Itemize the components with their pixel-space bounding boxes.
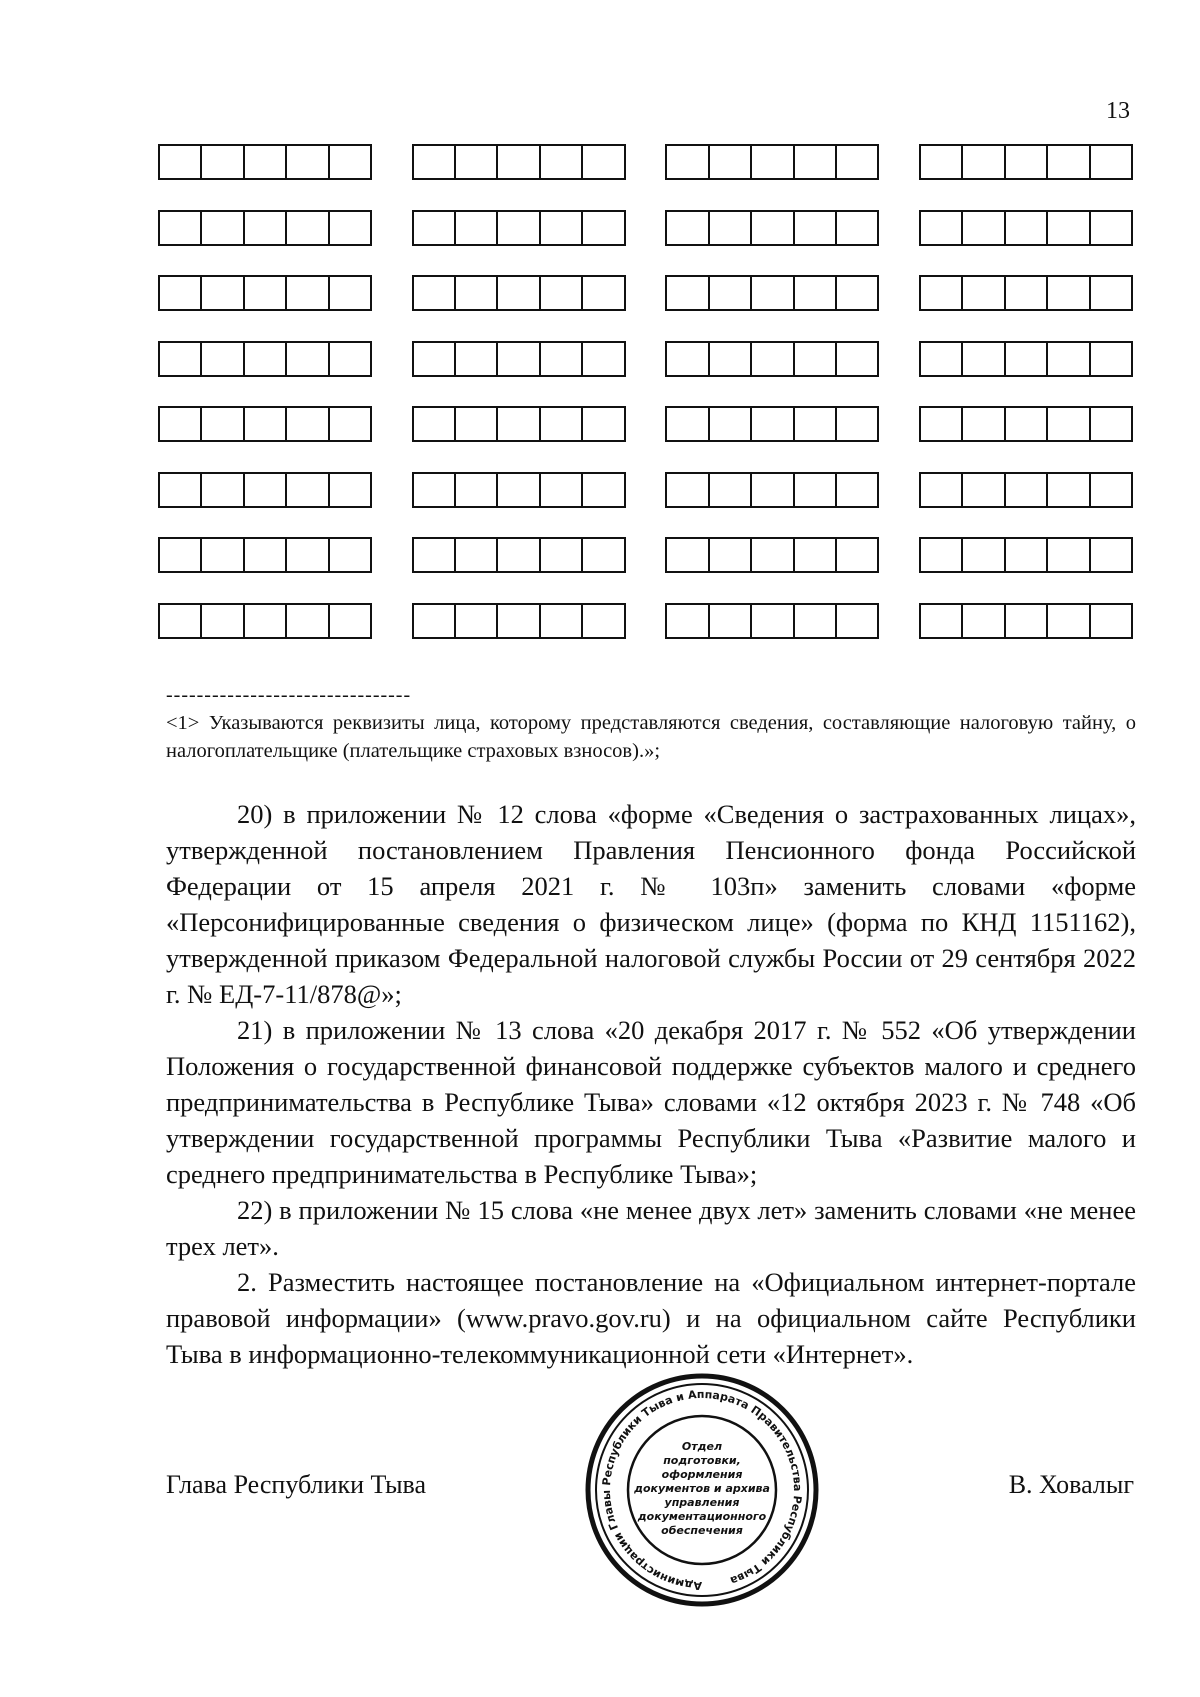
cell-group: [412, 144, 626, 180]
entry-cell: [921, 212, 963, 244]
stamp-line-1: Отдел: [681, 1440, 723, 1453]
entry-cell: [202, 212, 244, 244]
entry-cell: [1006, 474, 1048, 506]
entry-cell: [752, 343, 794, 375]
entry-cell: [456, 408, 498, 440]
cell-group: [665, 406, 879, 442]
entry-cell: [330, 277, 370, 309]
entry-cell: [837, 474, 877, 506]
entry-cell: [710, 343, 752, 375]
grid-row: [158, 341, 1133, 377]
entry-cell: [1048, 277, 1090, 309]
entry-cell: [752, 277, 794, 309]
entry-cell: [245, 539, 287, 571]
entry-cell: [414, 474, 456, 506]
entry-cell: [667, 408, 709, 440]
entry-cell: [752, 212, 794, 244]
entry-cell: [330, 408, 370, 440]
entry-cell: [710, 605, 752, 637]
grid-row: [158, 144, 1133, 180]
cell-group: [919, 537, 1133, 573]
cell-group: [919, 144, 1133, 180]
paragraph-item-2: 2. Разместить настоящее постановление на «Официальном интернет-портале правовой информации» (www.pravo.gov.ru) и на официальном сайте Республики Тыва в информационно-телекоммуникационной сети «Интернет».: [166, 1267, 1136, 1369]
entry-cell: [160, 343, 202, 375]
entry-cell: [1091, 146, 1131, 178]
entry-cell: [710, 539, 752, 571]
entry-cell: [456, 539, 498, 571]
entry-cell: [245, 605, 287, 637]
cell-group: [919, 210, 1133, 246]
entry-cell: [541, 277, 583, 309]
entry-cell: [1006, 277, 1048, 309]
entry-cell: [795, 474, 837, 506]
entry-cell: [1048, 539, 1090, 571]
cell-group: [412, 210, 626, 246]
entry-cell: [963, 539, 1005, 571]
entry-cell: [498, 408, 540, 440]
entry-cell: [667, 146, 709, 178]
entry-cell: [667, 605, 709, 637]
entry-cell: [202, 408, 244, 440]
entry-cell: [330, 605, 370, 637]
entry-cell: [1006, 539, 1048, 571]
entry-cell: [498, 539, 540, 571]
entry-cell: [245, 146, 287, 178]
entry-cell: [287, 212, 329, 244]
entry-cell: [583, 277, 623, 309]
entry-cell: [287, 474, 329, 506]
entry-cell: [1006, 212, 1048, 244]
entry-cell: [287, 408, 329, 440]
stamp-seal-icon: [578, 1368, 826, 1608]
entry-cell: [160, 539, 202, 571]
cell-group: [412, 472, 626, 508]
entry-cell: [837, 343, 877, 375]
entry-cell-grid: [158, 144, 1133, 668]
entry-cell: [414, 408, 456, 440]
cell-group: [919, 406, 1133, 442]
grid-row: [158, 537, 1133, 573]
entry-cell: [245, 474, 287, 506]
entry-cell: [837, 408, 877, 440]
entry-cell: [963, 343, 1005, 375]
entry-cell: [160, 605, 202, 637]
cell-group: [665, 144, 879, 180]
entry-cell: [1048, 474, 1090, 506]
entry-cell: [498, 343, 540, 375]
footnote-text: <1> Указываются реквизиты лица, которому представляются сведения, составляющие налоговую тайну, о налогоплательщике (плательщике страховых взносов).»;: [166, 712, 1136, 762]
entry-cell: [752, 408, 794, 440]
entry-cell: [583, 408, 623, 440]
entry-cell: [541, 605, 583, 637]
grid-row: [158, 275, 1133, 311]
entry-cell: [921, 408, 963, 440]
entry-cell: [1006, 146, 1048, 178]
cell-group: [665, 341, 879, 377]
entry-cell: [921, 605, 963, 637]
entry-cell: [541, 343, 583, 375]
entry-cell: [541, 408, 583, 440]
entry-cell: [963, 212, 1005, 244]
entry-cell: [541, 474, 583, 506]
entry-cell: [498, 474, 540, 506]
entry-cell: [583, 474, 623, 506]
signature-position: Глава Республики Тыва: [166, 1470, 427, 1499]
entry-cell: [1091, 212, 1131, 244]
entry-cell: [583, 539, 623, 571]
entry-cell: [456, 474, 498, 506]
entry-cell: [963, 277, 1005, 309]
entry-cell: [795, 539, 837, 571]
entry-cell: [287, 146, 329, 178]
cell-group: [919, 472, 1133, 508]
entry-cell: [330, 539, 370, 571]
entry-cell: [414, 539, 456, 571]
entry-cell: [330, 146, 370, 178]
entry-cell: [583, 212, 623, 244]
cell-group: [665, 537, 879, 573]
entry-cell: [837, 146, 877, 178]
entry-cell: [667, 474, 709, 506]
cell-group: [158, 341, 372, 377]
entry-cell: [1048, 408, 1090, 440]
cell-group: [665, 210, 879, 246]
grid-row: [158, 603, 1133, 639]
entry-cell: [287, 277, 329, 309]
entry-cell: [963, 474, 1005, 506]
entry-cell: [1091, 408, 1131, 440]
stamp-line-5: управления: [664, 1496, 740, 1509]
entry-cell: [202, 539, 244, 571]
stamp-line-2: подготовки,: [663, 1454, 741, 1467]
entry-cell: [583, 605, 623, 637]
entry-cell: [1048, 146, 1090, 178]
paragraph-item-22: 22) в приложении № 15 слова «не менее двух лет» заменить словами «не менее трех лет».: [166, 1195, 1136, 1261]
entry-cell: [202, 343, 244, 375]
body-text: [166, 796, 1136, 1372]
entry-cell: [1091, 539, 1131, 571]
cell-group: [412, 406, 626, 442]
entry-cell: [710, 277, 752, 309]
entry-cell: [414, 212, 456, 244]
entry-cell: [456, 343, 498, 375]
entry-cell: [498, 605, 540, 637]
entry-cell: [752, 146, 794, 178]
entry-cell: [921, 343, 963, 375]
entry-cell: [330, 343, 370, 375]
entry-cell: [160, 277, 202, 309]
entry-cell: [752, 539, 794, 571]
entry-cell: [710, 408, 752, 440]
entry-cell: [667, 539, 709, 571]
entry-cell: [245, 212, 287, 244]
entry-cell: [710, 474, 752, 506]
cell-group: [158, 406, 372, 442]
entry-cell: [245, 408, 287, 440]
entry-cell: [1006, 408, 1048, 440]
entry-cell: [795, 277, 837, 309]
cell-group: [158, 603, 372, 639]
stamp-line-6: документационного: [637, 1510, 767, 1523]
entry-cell: [837, 212, 877, 244]
cell-group: [158, 275, 372, 311]
entry-cell: [963, 408, 1005, 440]
stamp-line-7: обеспечения: [661, 1524, 743, 1537]
grid-row: [158, 472, 1133, 508]
entry-cell: [795, 408, 837, 440]
entry-cell: [541, 539, 583, 571]
entry-cell: [710, 146, 752, 178]
entry-cell: [1091, 474, 1131, 506]
entry-cell: [837, 539, 877, 571]
entry-cell: [456, 146, 498, 178]
entry-cell: [287, 605, 329, 637]
entry-cell: [414, 146, 456, 178]
entry-cell: [837, 277, 877, 309]
entry-cell: [1091, 277, 1131, 309]
entry-cell: [837, 605, 877, 637]
entry-cell: [202, 277, 244, 309]
entry-cell: [921, 277, 963, 309]
entry-cell: [287, 539, 329, 571]
cell-group: [412, 537, 626, 573]
page-number: 13: [1106, 98, 1130, 124]
cell-group: [919, 275, 1133, 311]
entry-cell: [1091, 343, 1131, 375]
cell-group: [412, 341, 626, 377]
cell-group: [919, 341, 1133, 377]
entry-cell: [414, 605, 456, 637]
entry-cell: [456, 277, 498, 309]
entry-cell: [1048, 605, 1090, 637]
cell-group: [412, 603, 626, 639]
entry-cell: [667, 212, 709, 244]
entry-cell: [160, 408, 202, 440]
entry-cell: [160, 146, 202, 178]
entry-cell: [795, 343, 837, 375]
entry-cell: [963, 146, 1005, 178]
paragraph-item-20: 20) в приложении № 12 слова «форме «Сведения о застрахованных лицах», утвержденной постановлением Правления Пенсионного фонда Российской Федерации от 15 апреля 2021 г. № 103п» заменить словами «форме «Персонифицированные сведения о физическом лице» (форма по КНД 1151162), утвержденной приказом Федеральной налоговой службы России от 29 сентября 2022 г. № ЕД-7-11/878@»;: [166, 799, 1136, 1009]
entry-cell: [202, 474, 244, 506]
official-stamp: [578, 1368, 826, 1608]
paragraph-item-21: 21) в приложении № 13 слова «20 декабря 2017 г. № 552 «Об утверждении Положения о государственной финансовой поддержке субъектов малого и среднего предпринимательства в Республике Тыва» словами «12 октября 2023 г. № 748 «Об утверждении государственной программы Республики Тыва «Развитие малого и среднего предпринимательства в Республике Тыва»;: [166, 1015, 1136, 1189]
cell-group: [919, 603, 1133, 639]
entry-cell: [710, 212, 752, 244]
entry-cell: [1006, 343, 1048, 375]
grid-row: [158, 210, 1133, 246]
entry-cell: [414, 277, 456, 309]
entry-cell: [752, 605, 794, 637]
entry-cell: [583, 343, 623, 375]
entry-cell: [498, 212, 540, 244]
entry-cell: [202, 605, 244, 637]
entry-cell: [667, 343, 709, 375]
entry-cell: [498, 146, 540, 178]
entry-cell: [752, 474, 794, 506]
entry-cell: [414, 343, 456, 375]
entry-cell: [456, 212, 498, 244]
footnote-separator: --------------------------------: [166, 684, 412, 706]
stamp-ring-text: Администрации Главы Республики Тыва и Аппарата Правительства Республики Тыва: [599, 1387, 805, 1593]
entry-cell: [498, 277, 540, 309]
entry-cell: [921, 539, 963, 571]
entry-cell: [963, 605, 1005, 637]
cell-group: [158, 537, 372, 573]
entry-cell: [541, 146, 583, 178]
entry-cell: [1006, 605, 1048, 637]
grid-row: [158, 406, 1133, 442]
cell-group: [158, 210, 372, 246]
entry-cell: [160, 212, 202, 244]
entry-cell: [245, 277, 287, 309]
entry-cell: [541, 212, 583, 244]
entry-cell: [795, 146, 837, 178]
entry-cell: [583, 146, 623, 178]
entry-cell: [1091, 605, 1131, 637]
cell-group: [158, 472, 372, 508]
entry-cell: [1048, 212, 1090, 244]
entry-cell: [245, 343, 287, 375]
entry-cell: [202, 146, 244, 178]
entry-cell: [287, 343, 329, 375]
entry-cell: [921, 146, 963, 178]
entry-cell: [330, 212, 370, 244]
stamp-line-4: документов и архива: [634, 1482, 770, 1495]
entry-cell: [921, 474, 963, 506]
stamp-line-3: оформления: [661, 1468, 743, 1481]
cell-group: [158, 144, 372, 180]
cell-group: [665, 472, 879, 508]
signature-name: В. Ховалыг: [1008, 1470, 1134, 1499]
entry-cell: [667, 277, 709, 309]
entry-cell: [795, 212, 837, 244]
entry-cell: [456, 605, 498, 637]
cell-group: [665, 275, 879, 311]
entry-cell: [795, 605, 837, 637]
entry-cell: [330, 474, 370, 506]
entry-cell: [1048, 343, 1090, 375]
cell-group: [665, 603, 879, 639]
cell-group: [412, 275, 626, 311]
entry-cell: [160, 474, 202, 506]
